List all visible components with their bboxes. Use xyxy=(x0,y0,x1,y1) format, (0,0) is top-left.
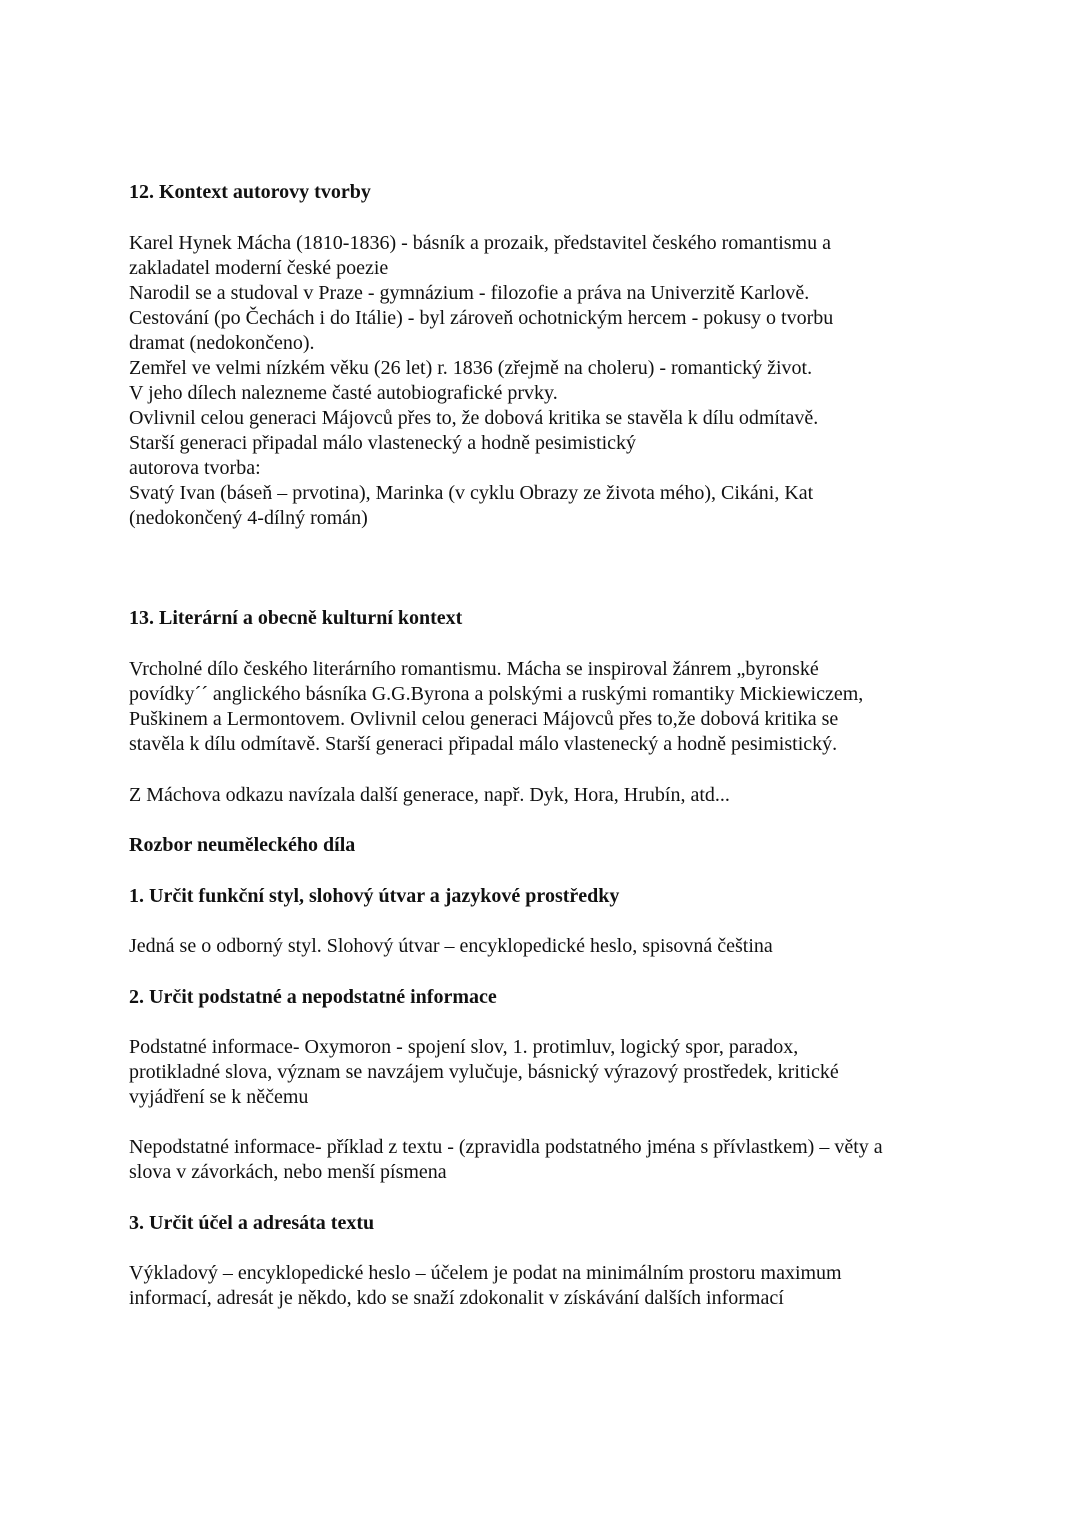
question-2-paragraph-1 xyxy=(129,1035,969,1110)
text-line: Starší generaci připadal málo vlastenecký a hodně pesimistický xyxy=(129,432,637,454)
question-2-heading: 2. Určit podstatné a nepodstatné informace xyxy=(129,986,497,1008)
question-2-paragraph-2 xyxy=(129,1135,969,1185)
text-line: protikladné slova, význam se navzájem vylučuje, básnický výrazový prostředek, kritické xyxy=(129,1061,839,1083)
question-1-answer: Jedná se o odborný styl. Slohový útvar – encyklopedické heslo, spisovná čeština xyxy=(129,935,773,957)
section-13-heading: 13. Literární a obecně kulturní kontext xyxy=(129,607,463,629)
text-line: Svatý Ivan (báseň – prvotina), Marinka (v cyklu Obrazy ze života mého), Cikáni, Kat xyxy=(129,482,814,504)
text-line: Cestování (po Čechách i do Itálie) - byl zároveň ochotnickým hercem - pokusy o tvorbu xyxy=(129,307,834,329)
text-line: zakladatel moderní české poezie xyxy=(129,257,389,279)
text-line: Puškinem a Lermontovem. Ovlivnil celou generaci Májovců přes to,že dobová kritika se xyxy=(129,708,839,730)
text-line: Zemřel ve velmi nízkém věku (26 let) r. 1836 (zřejmě na choleru) - romantický život. xyxy=(129,357,813,379)
question-3-answer xyxy=(129,1261,969,1311)
text-line: autorova tvorba: xyxy=(129,457,261,479)
question-3-heading: 3. Určit účel a adresáta textu xyxy=(129,1212,375,1234)
text-line: dramat (nedokončeno). xyxy=(129,332,315,354)
text-line: V jeho dílech nalezneme časté autobiografické prvky. xyxy=(129,382,558,404)
text-line: (nedokončený 4-dílný román) xyxy=(129,507,368,529)
section-13-paragraph-1 xyxy=(129,657,969,757)
text-line: Narodil se a studoval v Praze - gymnázium - filozofie a práva na Univerzitě Karlově. xyxy=(129,282,810,304)
text-line: Vrcholné dílo českého literárního romantismu. Mácha se inspiroval žánrem „byronské xyxy=(129,658,819,680)
section-13-paragraph-2: Z Máchova odkazu navízala další generace, např. Dyk, Hora, Hrubín, atd... xyxy=(129,784,730,806)
text-line: slova v závorkách, nebo menší písmena xyxy=(129,1161,447,1183)
section-12-body xyxy=(129,231,969,531)
rozbor-heading: Rozbor neuměleckého díla xyxy=(129,834,356,856)
section-12-heading: 12. Kontext autorovy tvorby xyxy=(129,181,371,203)
text-line: stavěla k dílu odmítavě. Starší generaci připadal málo vlastenecký a hodně pesimistický. xyxy=(129,733,838,755)
text-line: vyjádření se k něčemu xyxy=(129,1086,309,1108)
text-line: Karel Hynek Mácha (1810-1836) - básník a prozaik, představitel českého romantismu a xyxy=(129,232,831,254)
text-line: Ovlivnil celou generaci Májovců přes to, že dobová kritika se stavěla k dílu odmítavě. xyxy=(129,407,819,429)
text-line: povídky´´ anglického básníka G.G.Byrona a polskými a ruskými romantiky Mickiewiczem, xyxy=(129,683,864,705)
question-1-heading: 1. Určit funkční styl, slohový útvar a jazykové prostředky xyxy=(129,885,620,907)
text-line: informací, adresát je někdo, kdo se snaží zdokonalit v získávání dalších informací xyxy=(129,1287,784,1309)
text-line: Podstatné informace- Oxymoron - spojení slov, 1. protimluv, logický spor, paradox, xyxy=(129,1036,799,1058)
text-line: Nepodstatné informace- příklad z textu - (zpravidla podstatného jména s přívlastkem) – věty a xyxy=(129,1136,883,1158)
text-line: Výkladový – encyklopedické heslo – účelem je podat na minimálním prostoru maximum xyxy=(129,1262,842,1284)
